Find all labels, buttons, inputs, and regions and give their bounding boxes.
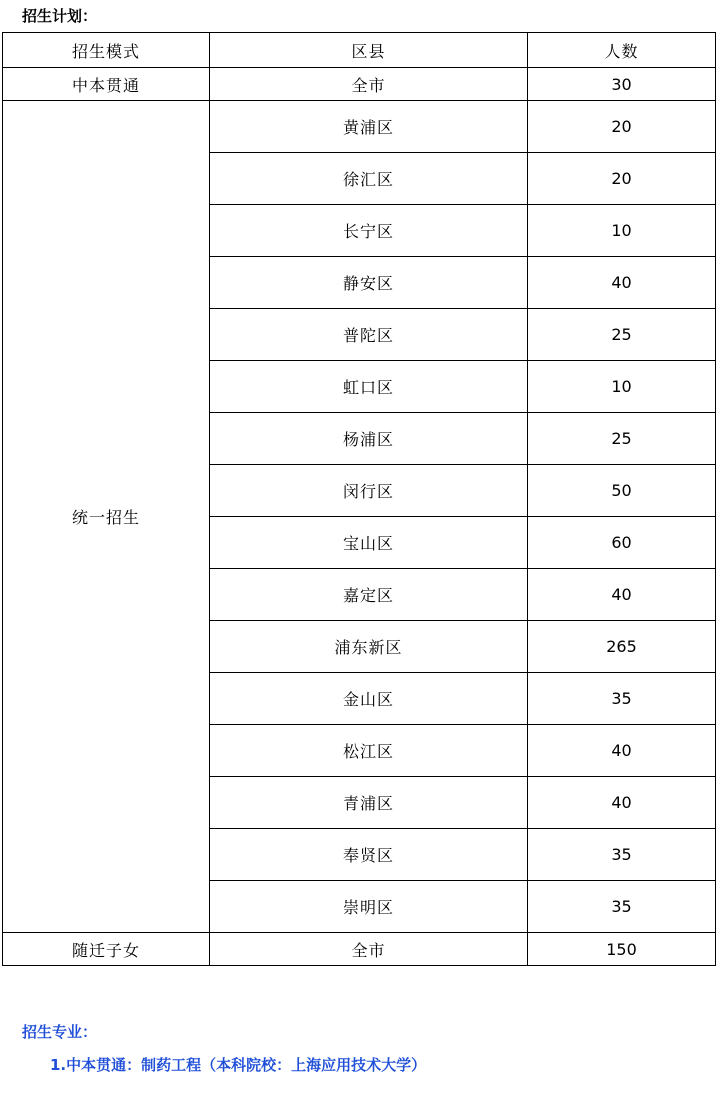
count-cell: 30: [528, 68, 716, 101]
district-cell: 普陀区: [210, 309, 528, 361]
count-cell: 40: [528, 725, 716, 777]
district-cell: 闵行区: [210, 465, 528, 517]
count-cell: 60: [528, 517, 716, 569]
majors-title: 招生专业：: [22, 1023, 98, 1041]
count-cell: 20: [528, 101, 716, 153]
table-row: [3, 101, 716, 153]
count-cell: 40: [528, 569, 716, 621]
district-cell: 黄浦区: [210, 101, 528, 153]
district-cell: 金山区: [210, 673, 528, 725]
table-row-migrant: [3, 933, 716, 966]
count-cell: 35: [528, 881, 716, 933]
count-cell: 40: [528, 257, 716, 309]
district-cell: 杨浦区: [210, 413, 528, 465]
table-row-zhongben: [3, 68, 716, 101]
district-cell: 虹口区: [210, 361, 528, 413]
count-cell: 25: [528, 413, 716, 465]
count-cell: 25: [528, 309, 716, 361]
major-item: 1.中本贯通：制药工程（本科院校：上海应用技术大学）: [50, 1056, 427, 1074]
count-cell: 265: [528, 621, 716, 673]
district-cell: 松江区: [210, 725, 528, 777]
district-cell: 崇明区: [210, 881, 528, 933]
district-cell: 青浦区: [210, 777, 528, 829]
table-body: [3, 68, 716, 966]
count-cell: 40: [528, 777, 716, 829]
header-district: 区县: [210, 33, 528, 68]
enrollment-plan-title: 招生计划：: [22, 7, 98, 25]
count-cell: 35: [528, 673, 716, 725]
count-cell: 10: [528, 361, 716, 413]
count-cell: 50: [528, 465, 716, 517]
district-cell: 长宁区: [210, 205, 528, 257]
enrollment-plan-table: [2, 32, 716, 966]
mode-cell: 随迁子女: [3, 933, 210, 966]
district-cell: 嘉定区: [210, 569, 528, 621]
district-cell: 全市: [210, 933, 528, 966]
count-cell: 150: [528, 933, 716, 966]
district-cell: 静安区: [210, 257, 528, 309]
mode-cell-unified: 统一招生: [3, 101, 210, 933]
district-cell: 徐汇区: [210, 153, 528, 205]
count-cell: 20: [528, 153, 716, 205]
district-cell: 浦东新区: [210, 621, 528, 673]
district-cell: 宝山区: [210, 517, 528, 569]
district-cell: 全市: [210, 68, 528, 101]
table-header-row: [3, 33, 716, 68]
header-count: 人数: [528, 33, 716, 68]
count-cell: 35: [528, 829, 716, 881]
count-cell: 10: [528, 205, 716, 257]
header-mode: 招生模式: [3, 33, 210, 68]
mode-cell: 中本贯通: [3, 68, 210, 101]
district-cell: 奉贤区: [210, 829, 528, 881]
